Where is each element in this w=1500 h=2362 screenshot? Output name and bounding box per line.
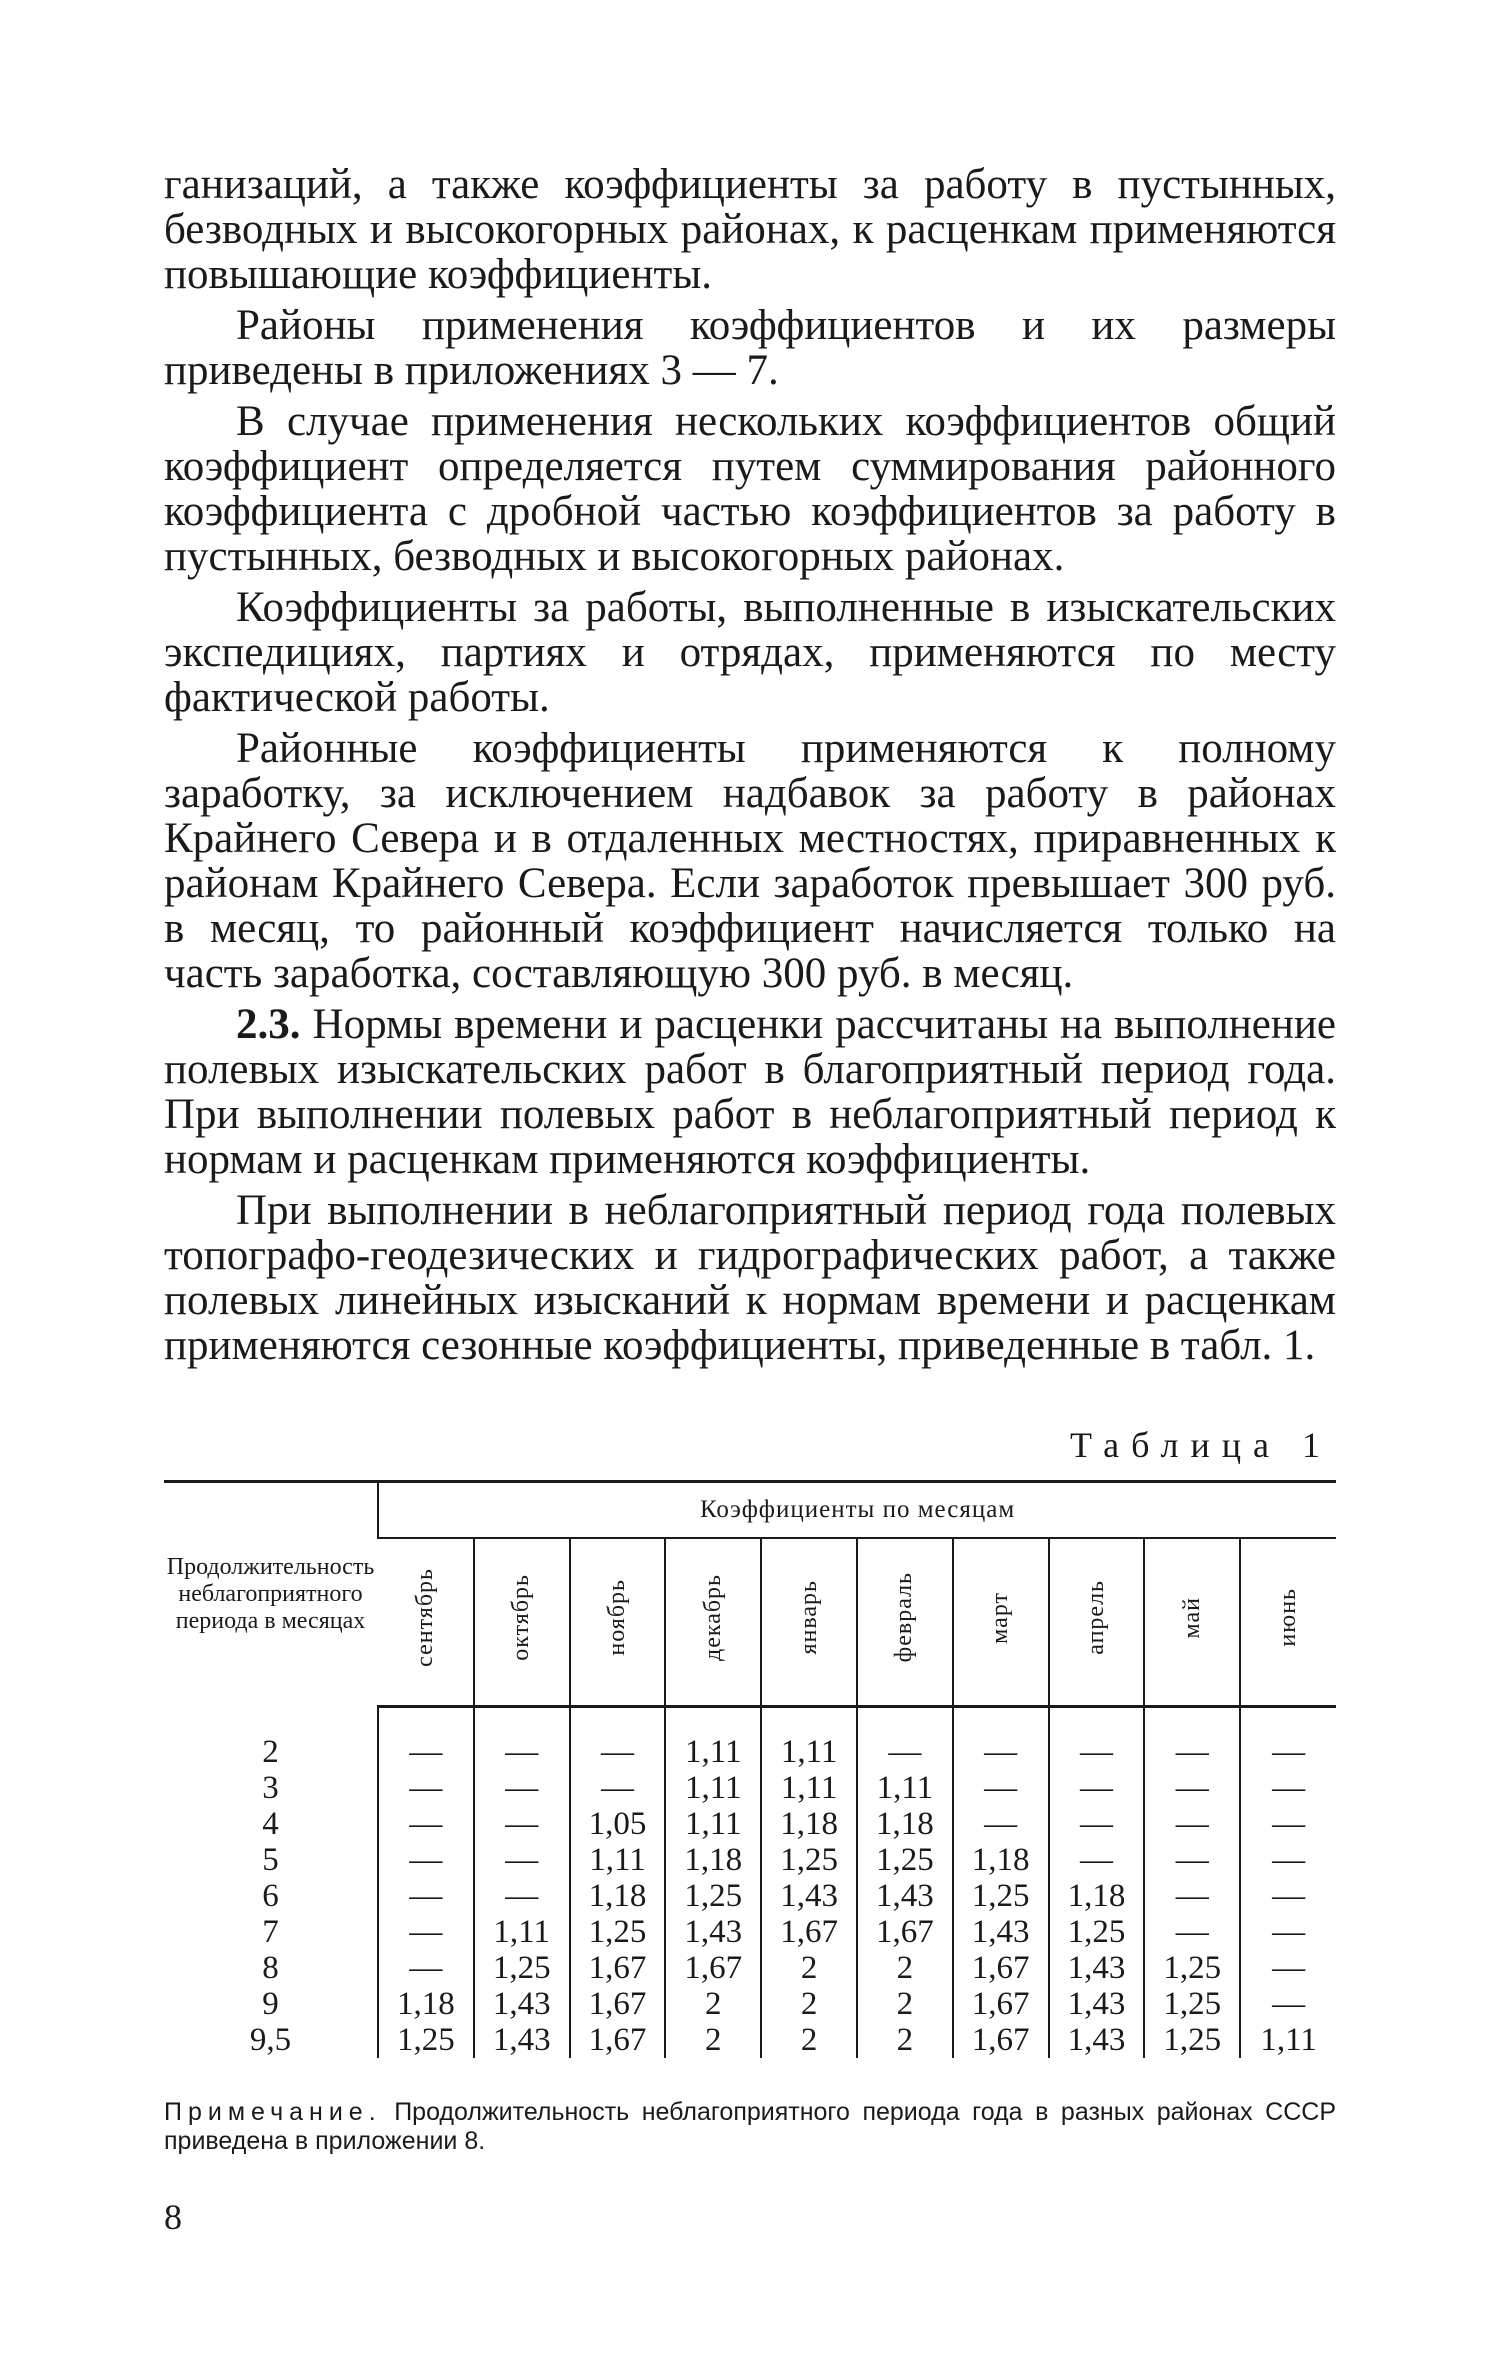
coefficient-cell: —	[1144, 1878, 1240, 1914]
coefficient-cell: —	[378, 1770, 474, 1806]
month-header	[857, 1538, 953, 1707]
month-label: декабрь	[699, 1574, 726, 1661]
month-header	[953, 1538, 1049, 1707]
section-number: 2.3.	[236, 1001, 301, 1048]
coefficient-cell: 1,43	[761, 1878, 857, 1914]
coefficient-cell: —	[1144, 1734, 1240, 1770]
group-header: Коэффициенты по месяцам	[378, 1482, 1336, 1539]
duration-cell: 9	[262, 1986, 279, 2022]
coefficient-cell: —	[474, 1878, 570, 1914]
coefficient-cell: 2	[761, 1950, 857, 1986]
section-paragraph	[164, 1002, 1336, 1182]
coefficient-cell: 1,43	[1049, 2022, 1145, 2058]
spacer-cell	[570, 1707, 666, 1735]
spacer-cell	[953, 1707, 1049, 1735]
table-row	[164, 1950, 1336, 1986]
spacer-cell	[761, 1707, 857, 1735]
coefficient-cell: 1,11	[665, 1734, 761, 1770]
coefficient-cell: 1,25	[1144, 1950, 1240, 1986]
coefficient-cell: —	[1049, 1734, 1145, 1770]
month-label: май	[1178, 1596, 1205, 1639]
duration-cell: 6	[262, 1878, 279, 1914]
duration-cell: 7	[262, 1914, 279, 1950]
month-label: март	[987, 1591, 1014, 1644]
coefficient-cell: 1,25	[1049, 1914, 1145, 1950]
coefficient-cell: —	[1144, 1770, 1240, 1806]
table-body	[164, 1707, 1336, 2059]
coefficient-cell: 2	[665, 2022, 761, 2058]
coefficient-cell: —	[474, 1842, 570, 1878]
coefficient-cell: 1,18	[378, 1986, 474, 2022]
coefficient-cell: 1,43	[953, 1914, 1049, 1950]
coefficient-cell: 1,25	[474, 1950, 570, 1986]
coefficient-cell: —	[1240, 1734, 1336, 1770]
row-header: Продолжительность неблагоприятного периода в месяцах	[164, 1482, 378, 1707]
month-header	[474, 1538, 570, 1707]
duration-cell: 9,5	[249, 2022, 292, 2058]
coefficient-cell: —	[474, 1734, 570, 1770]
month-label: январь	[795, 1580, 822, 1655]
coefficient-cell: 1,11	[761, 1770, 857, 1806]
coefficient-cell: —	[1049, 1770, 1145, 1806]
month-header	[1049, 1538, 1145, 1707]
coefficient-cell: —	[1144, 1842, 1240, 1878]
table-caption: Таблица 1	[1070, 1425, 1332, 1465]
coefficient-cell: 1,25	[1144, 2022, 1240, 2058]
coefficient-cell: —	[1240, 1842, 1336, 1878]
coefficient-cell: 1,67	[570, 1950, 666, 1986]
table-row	[164, 1914, 1336, 1950]
coefficient-cell: —	[378, 1914, 474, 1950]
coefficient-cell: 1,11	[665, 1806, 761, 1842]
coefficient-cell: 1,43	[474, 1986, 570, 2022]
table-row	[164, 1878, 1336, 1914]
coefficient-cell: —	[570, 1770, 666, 1806]
coefficient-cell: 1,67	[953, 2022, 1049, 2058]
table-row	[164, 1770, 1336, 1806]
table-spacer-row	[164, 1707, 1336, 1735]
coefficient-cell: 1,67	[953, 1986, 1049, 2022]
coefficient-cell: 1,25	[761, 1842, 857, 1878]
coefficient-cell: —	[1240, 1950, 1336, 1986]
table-row	[164, 1986, 1336, 2022]
coefficient-cell: 1,25	[953, 1878, 1049, 1914]
coefficient-cell: 1,43	[474, 2022, 570, 2058]
coefficient-cell: 1,11	[761, 1734, 857, 1770]
duration-cell: 3	[262, 1770, 279, 1806]
coefficient-table	[164, 1480, 1336, 2058]
document-page	[164, 0, 1336, 2238]
coefficient-cell: —	[378, 1878, 474, 1914]
coefficient-cell: 1,43	[857, 1878, 953, 1914]
table-row	[164, 1806, 1336, 1842]
table-row	[164, 2022, 1336, 2058]
coefficient-cell: —	[1049, 1842, 1145, 1878]
coefficient-cell: —	[378, 1806, 474, 1842]
note-text: Продолжительность неблагоприятного периода года в разных районах СССР приведена в приложении 8.	[164, 2098, 1336, 2155]
coefficient-cell: 1,11	[474, 1914, 570, 1950]
spacer-cell	[1144, 1707, 1240, 1735]
coefficient-cell: —	[1240, 1770, 1336, 1806]
month-label: сентябрь	[411, 1568, 438, 1667]
coefficient-cell: —	[1144, 1914, 1240, 1950]
month-header	[665, 1538, 761, 1707]
note-label: Примечание.	[164, 2098, 382, 2126]
coefficient-cell: —	[1049, 1806, 1145, 1842]
coefficient-cell: 1,18	[570, 1878, 666, 1914]
month-label: ноябрь	[603, 1579, 630, 1656]
spacer-cell	[164, 1707, 378, 1735]
coefficient-cell: 1,18	[761, 1806, 857, 1842]
table-row	[164, 1734, 1336, 1770]
month-label: апрель	[1082, 1580, 1109, 1655]
spacer-cell	[1240, 1707, 1336, 1735]
coefficient-cell: 1,18	[857, 1806, 953, 1842]
coefficient-cell: 1,67	[570, 2022, 666, 2058]
coefficient-cell: 1,11	[570, 1842, 666, 1878]
coefficient-cell: —	[474, 1770, 570, 1806]
coefficient-cell: —	[378, 1950, 474, 1986]
coefficient-cell: 1,67	[665, 1950, 761, 1986]
paragraph-4: Коэффициенты за работы, выполненные в изыскательских экспедициях, партиях и отрядах, применяются по месту фактической работы.	[164, 584, 1336, 721]
coefficient-cell: 1,67	[570, 1986, 666, 2022]
coefficient-cell: 1,18	[665, 1842, 761, 1878]
coefficient-cell: 1,18	[953, 1842, 1049, 1878]
coefficient-cell: —	[953, 1806, 1049, 1842]
coefficient-cell: 1,11	[665, 1770, 761, 1806]
coefficient-cell: 1,67	[857, 1914, 953, 1950]
coefficient-cell: —	[1240, 1986, 1336, 2022]
spacer-cell	[857, 1707, 953, 1735]
coefficient-cell: —	[1240, 1806, 1336, 1842]
coefficient-cell: 2	[857, 1986, 953, 2022]
coefficient-cell: 1,25	[665, 1878, 761, 1914]
section-text: Нормы времени и расценки рассчитаны на выполнение полевых изыскательских работ в благоприятный период года. При выполнении полевых работ в неблагоприятный период к нормам и расценкам применяются коэффициенты.	[164, 1001, 1336, 1183]
spacer-cell	[474, 1707, 570, 1735]
coefficient-cell: 1,11	[857, 1770, 953, 1806]
month-header	[378, 1538, 474, 1707]
coefficient-cell: 1,25	[378, 2022, 474, 2058]
month-header	[761, 1538, 857, 1707]
coefficient-cell: —	[378, 1842, 474, 1878]
paragraph-5: Районные коэффициенты применяются к полному заработку, за исключением надбавок за работу в районах Крайнего Севера и в отдаленных местностях, приравненных к районам Крайнего Севера. Если заработок превышает 300 руб. в месяц, то районный коэффициент начисляется только на часть заработка, составляющую 300 руб. в месяц.	[164, 725, 1336, 997]
coefficient-cell: 1,67	[761, 1914, 857, 1950]
month-label: июнь	[1275, 1588, 1302, 1647]
coefficient-cell: 1,25	[857, 1842, 953, 1878]
coefficient-cell: —	[953, 1734, 1049, 1770]
paragraph-2: Районы применения коэффициентов и их размеры приведены в приложениях 3 — 7.	[164, 302, 1336, 394]
month-header	[1144, 1538, 1240, 1707]
month-label: февраль	[891, 1572, 918, 1663]
coefficient-cell: —	[1144, 1806, 1240, 1842]
coefficient-cell: —	[378, 1734, 474, 1770]
paragraph-6: При выполнении в неблагоприятный период года полевых топографо-геодезических и гидрографических работ, а также полевых линейных изысканий к нормам времени и расценкам применяются сезонные коэффициенты, приведенные в табл. 1.	[164, 1187, 1336, 1369]
coefficient-cell: 1,43	[1049, 1950, 1145, 1986]
coefficient-cell: 2	[761, 1986, 857, 2022]
duration-cell: 2	[262, 1734, 279, 1770]
coefficient-cell: 2	[665, 1986, 761, 2022]
paragraph-3: В случае применения нескольких коэффициентов общий коэффициент определяется путем суммирования районного коэффициента с дробной частью коэффициентов за работу в пустынных, безводных и высокогорных районах.	[164, 398, 1336, 580]
coefficient-cell: 1,43	[1049, 1986, 1145, 2022]
spacer-cell	[1049, 1707, 1145, 1735]
duration-cell: 4	[262, 1806, 279, 1842]
coefficient-cell: —	[570, 1734, 666, 1770]
coefficient-cell: 1,05	[570, 1806, 666, 1842]
page-number: 8	[164, 2197, 182, 2237]
duration-cell: 5	[262, 1842, 279, 1878]
coefficient-cell: —	[953, 1770, 1049, 1806]
coefficient-cell: 1,11	[1240, 2022, 1336, 2058]
table-row	[164, 1842, 1336, 1878]
coefficient-cell: —	[1240, 1914, 1336, 1950]
coefficient-cell: —	[474, 1806, 570, 1842]
coefficient-cell: 1,25	[1144, 1986, 1240, 2022]
month-header	[1240, 1538, 1336, 1707]
month-label: октябрь	[508, 1574, 535, 1661]
spacer-cell	[665, 1707, 761, 1735]
coefficient-cell: 2	[857, 1950, 953, 1986]
duration-cell: 8	[262, 1950, 279, 1986]
paragraph-1: ганизаций, а также коэффициенты за работу в пустынных, безводных и высокогорных районах, к расценкам применяются повышающие коэффициенты.	[164, 161, 1336, 298]
spacer-cell	[378, 1707, 474, 1735]
coefficient-cell: 2	[857, 2022, 953, 2058]
coefficient-cell: —	[1240, 1878, 1336, 1914]
coefficient-cell: —	[857, 1734, 953, 1770]
coefficient-cell: 1,25	[570, 1914, 666, 1950]
coefficient-cell: 1,43	[665, 1914, 761, 1950]
coefficient-cell: 1,18	[1049, 1878, 1145, 1914]
coefficient-cell: 1,67	[953, 1950, 1049, 1986]
coefficient-cell: 2	[761, 2022, 857, 2058]
table-note	[164, 2098, 1336, 2156]
month-header	[570, 1538, 666, 1707]
